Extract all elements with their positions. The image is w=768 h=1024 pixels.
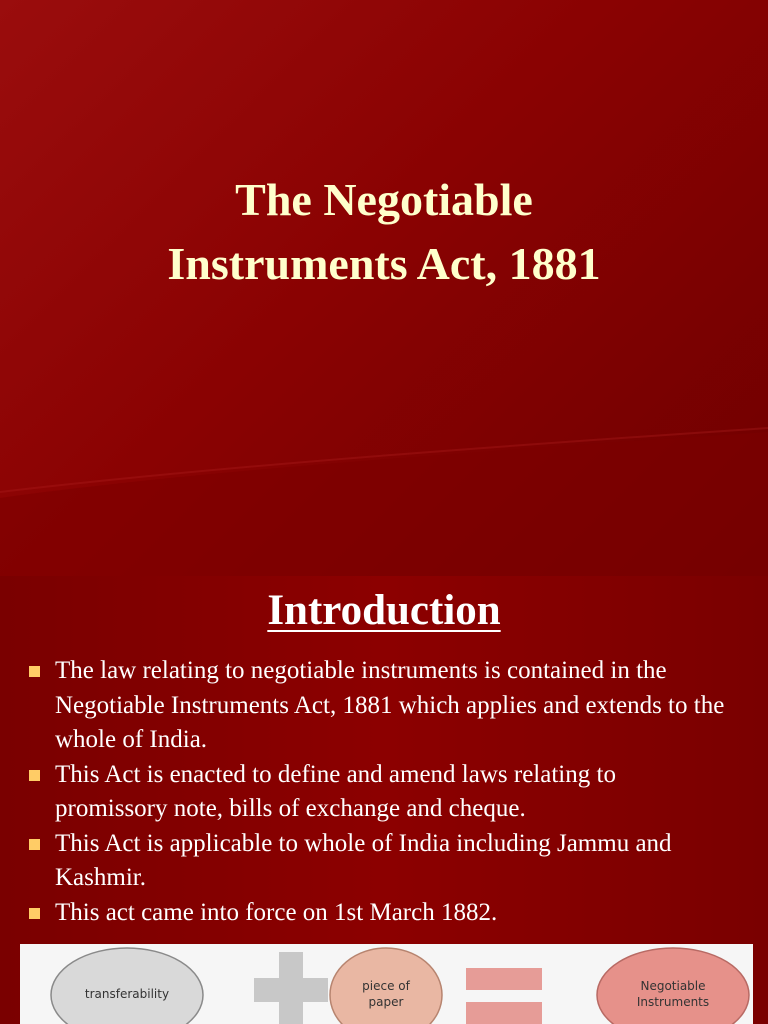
negotiable-instruments-label-line-1: Negotiable xyxy=(640,979,706,993)
piece-of-paper-label-line-2: paper xyxy=(368,995,404,1009)
transferability-ellipse xyxy=(51,948,203,1024)
transferability-label: transferability xyxy=(84,987,170,1001)
equation-diagram-svg xyxy=(20,944,753,1024)
negotiable-instruments-label-line-2: Instruments xyxy=(636,995,710,1009)
equation-diagram xyxy=(20,944,753,1024)
square-bullet-icon xyxy=(29,666,40,677)
bullet-text: This Act is applicable to whole of India including Jammu and Kashmir. xyxy=(55,829,672,891)
bullet-item xyxy=(28,654,728,758)
title-line-1: The Negotiable xyxy=(235,174,533,225)
bullet-list xyxy=(28,654,728,930)
introduction-slide xyxy=(0,576,768,1024)
equals-icon xyxy=(466,968,542,1024)
square-bullet-icon xyxy=(29,908,40,919)
bullet-item xyxy=(28,896,728,931)
bullet-text: This act came into force on 1st March 1882. xyxy=(55,898,498,926)
bullet-item xyxy=(28,758,728,827)
bullet-text: This Act is enacted to define and amend laws relating to promissory note, bills of exchange and cheque. xyxy=(55,760,616,822)
plus-icon xyxy=(254,952,328,1024)
bullet-item xyxy=(28,827,728,896)
bullet-text: The law relating to negotiable instruments is contained in the Negotiable Instruments Act, 1881 which applies and extends to the whole of India. xyxy=(55,657,725,753)
introduction-heading: Introduction xyxy=(267,587,501,634)
slide-title xyxy=(0,168,768,296)
title-line-2: Instruments Act, 1881 xyxy=(167,238,601,289)
square-bullet-icon xyxy=(29,839,40,850)
piece-of-paper-label-line-1: piece of xyxy=(362,979,410,993)
square-bullet-icon xyxy=(29,770,40,781)
